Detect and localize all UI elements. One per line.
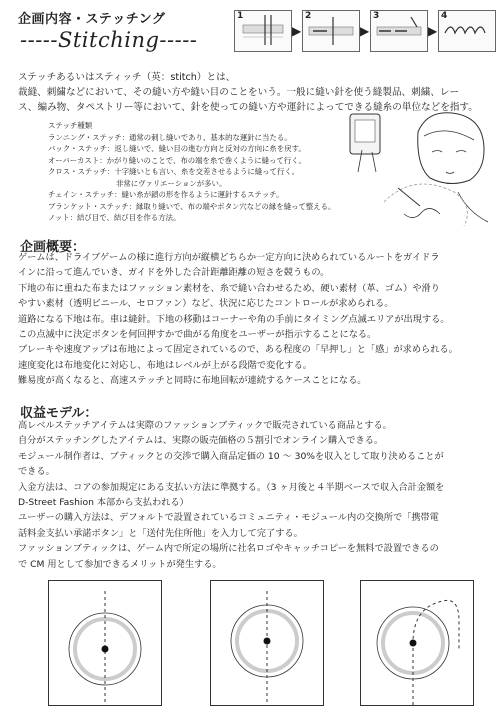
step-3-panel [370, 10, 428, 52]
page-title: 企画内容・ステッチング [18, 12, 166, 27]
list-item: ランニング・ステッチ：通常の刺し縫いであり、基本的な運針に当たる。 [48, 132, 292, 142]
intro-line: ステッチあるいはスティッチ（英：stitch）とは、 [18, 72, 236, 83]
step-number: 3 [373, 11, 380, 21]
thread-icon [371, 11, 427, 51]
intro-line: 裁縫、刺繍などにおいて、その縫い方や縫い目のことをいう。一般に縫い針を使う縫製品、刺繍、レー [18, 87, 460, 98]
stitch-path-diagram-1 [48, 580, 162, 706]
list-item: チェイン・ステッチ：縫い糸が鎖の形を作るように運針するステッチ。 [48, 190, 284, 199]
paragraph-line: ゲームは、ドライブゲームの様に進行方向が縦横どちらか一定方向に決められているルートをガイドラ [18, 252, 440, 263]
stitch-path-diagram-3 [360, 580, 474, 706]
step-number: 1 [237, 11, 244, 21]
paragraph-line: ブレーキや速度アップは布地によって固定されているので、ある程度の「早押し」と「感」が求められる。 [18, 344, 458, 356]
paragraph-line: 入金方法は、コアの参加規定にある支払い方法に準拠する。（3 ヶ月後と４半期ベースで収入合計金額を [18, 481, 445, 493]
overview-heading: 企画概要： [20, 240, 86, 255]
thread-icon [303, 11, 359, 51]
paragraph-line: この点滅中に決定ボタンを何回押すかで曲がる角度をユーザーが指示することになる。 [18, 329, 377, 341]
list-item: オーバーカスト：かがり縫いのことで、布の端を糸で巻くように縫って行く。 [48, 155, 306, 165]
list-item: 非常にヴァリエーションが多い。 [116, 178, 227, 188]
paragraph-line: ユーザーの購入方法は、デフォルトで設置されているコミュニティ・モジュール内の交換所で「携帯電 [18, 512, 439, 524]
paragraph-line: モジュール制作者は、ブティックとの交渉で購入商品定価の 10 ～ 30%を収入として取り決めることが [18, 450, 444, 462]
paragraph-line: で CM 用として参加できるメリットが発生する。 [18, 558, 222, 570]
list-item: ブランケット・ステッチ：縁取り縫いで、布の端やボタン穴などの縁を縫って整える。 [48, 201, 336, 211]
step-number: 2 [305, 11, 312, 21]
arrow-icon: ▶ [360, 24, 370, 38]
arrow-icon: ▶ [428, 24, 438, 38]
stitch-path-diagram-2 [210, 580, 324, 706]
girl-with-phone-illustration [348, 102, 494, 234]
paragraph-line: 速度変化は布地変化に対応し、布地はレベルが上がる段階で変化する。 [18, 359, 312, 371]
paragraph-line: 話料金支払い承諾ボタン」と「送付先住所他」を入力して完了する。 [18, 527, 303, 539]
paragraph-line: できる。 [18, 466, 55, 478]
paragraph-line: やすい素材（透明ビニール、セロファン）など、状況に応じたコントロールが求められる。 [18, 298, 394, 310]
paragraph-line: D-Street Fashion 本部から支払われる） [18, 497, 189, 509]
needle-icon [235, 11, 291, 51]
paragraph-line: 下地の布に重ねた布またはファッション素材を、糸で縫い合わせるため、硬い素材（革、ゴム）や滑り [18, 282, 440, 294]
stitch-steps [234, 10, 496, 54]
stitch-types-list [48, 120, 348, 224]
intro-line: ス、編み物、タペストリー等において、針を使っての縫い方や運針によってできる縫糸の単位などを指す。 [18, 102, 478, 113]
list-item: バック・ステッチ：返し縫いで、縫い目の進む方向と反対の方向に糸を戻す。 [48, 144, 306, 153]
paragraph-line: 道路になる下地は布。車は縫針。下地の移動はコーナーや角の手前にタイミング点滅エリアが出現する。 [18, 313, 450, 325]
revenue-text [18, 418, 490, 572]
paragraph-line: 高レベルステッチアイテムは実際のファッションブティックで販売されている商品とする。 [18, 420, 392, 431]
paragraph-line: ファッションブティックは、ゲーム内で所定の場所に社名ロゴやキャッチコピーを無料で設置できるの [18, 543, 439, 555]
page-subtitle: -----Stitching----- [20, 28, 198, 52]
arrow-icon: ▶ [292, 24, 302, 38]
overview-text [18, 250, 490, 389]
list-item: クロス・ステッチ：十字縫いとも言い、糸を交差させるように縫って行く。 [48, 167, 299, 176]
step-4-panel [438, 10, 496, 52]
paragraph-line: 難易度が高くなると、高速ステッチと同時に布地回転が連続するケースことになる。 [18, 375, 367, 387]
paragraph-line: 自分がステッチングしたアイテムは、実際の販売価格の５割引でオンライン購入できる。 [18, 435, 384, 447]
list-item: ノット：結び目で、結び目を作る方法。 [48, 213, 181, 222]
stitch-loop-icon [439, 11, 495, 51]
revenue-heading: 収益モデル： [20, 406, 98, 421]
list-heading: ステッチ種類 [48, 121, 93, 130]
paragraph-line: インに沿って進んでいき、ガイドを外した合計距離距離の短さを競うもの。 [18, 267, 330, 279]
step-2-panel [302, 10, 360, 52]
step-number: 4 [441, 11, 448, 21]
step-1-panel [234, 10, 292, 52]
